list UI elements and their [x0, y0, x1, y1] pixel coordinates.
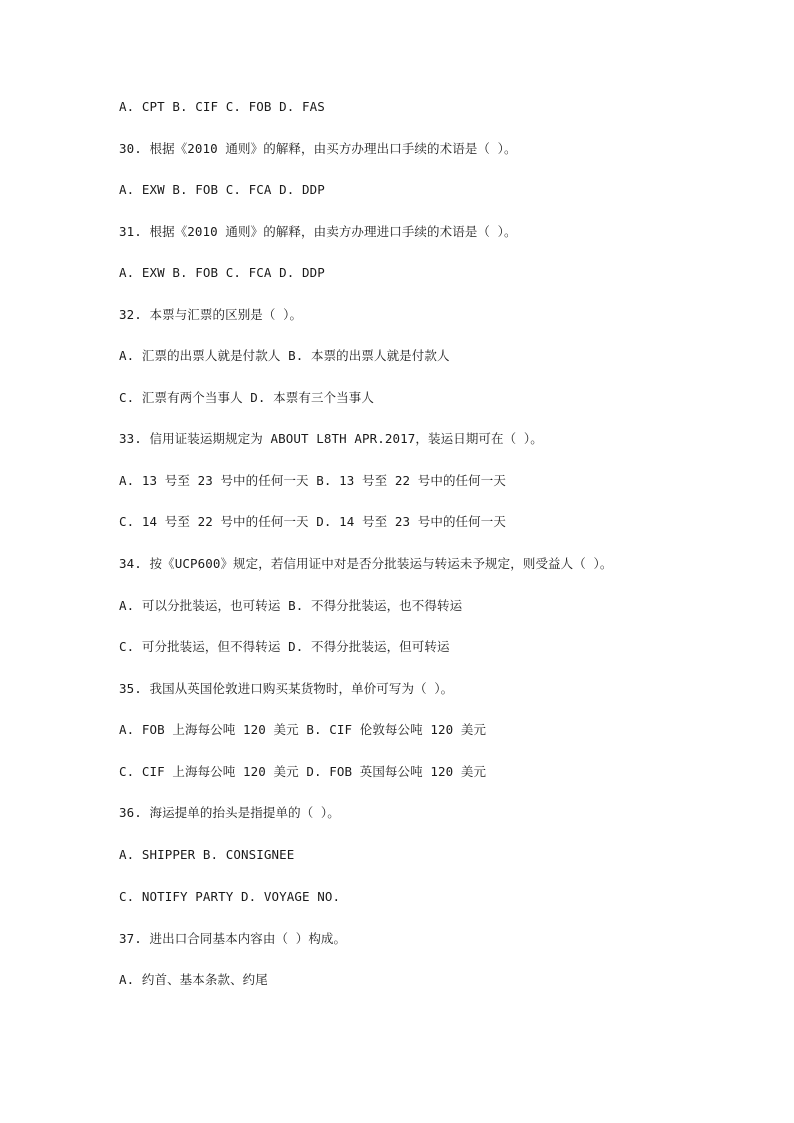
option-line-36a: A. SHIPPER B. CONSIGNEE	[119, 847, 295, 862]
option-line-34b: C. 可分批装运，但不得转运 D. 不得分批装运，但可转运	[119, 639, 450, 654]
question-30: 30. 根据《2010 通则》的解释，由买方办理出口手续的术语是（ ）。	[119, 141, 517, 156]
option-line-35a: A. FOB 上海每公吨 120 美元 B. CIF 伦敦每公吨 120 美元	[119, 722, 487, 737]
option-line-32a: A. 汇票的出票人就是付款人 B. 本票的出票人就是付款人	[119, 348, 450, 363]
question-36: 36. 海运提单的抬头是指提单的（ ）。	[119, 805, 340, 820]
option-line-35b: C. CIF 上海每公吨 120 美元 D. FOB 英国每公吨 120 美元	[119, 764, 487, 779]
option-line-29: A. CPT B. CIF C. FOB D. FAS	[119, 99, 325, 114]
option-line-37a: A. 约首、基本条款、约尾	[119, 972, 268, 987]
question-37: 37. 进出口合同基本内容由（ ）构成。	[119, 931, 347, 946]
option-line-30: A. EXW B. FOB C. FCA D. DDP	[119, 182, 325, 197]
question-34: 34. 按《UCP600》规定，若信用证中对是否分批装运与转运未予规定，则受益人（ ）。	[119, 556, 613, 571]
option-line-34a: A. 可以分批装运，也可转运 B. 不得分批装运，也不得转运	[119, 598, 463, 613]
option-line-31: A. EXW B. FOB C. FCA D. DDP	[119, 265, 325, 280]
question-35: 35. 我国从英国伦敦进口购买某货物时，单价可写为（ ）。	[119, 681, 454, 696]
question-32: 32. 本票与汇票的区别是（ ）。	[119, 307, 303, 322]
option-line-32b: C. 汇票有两个当事人 D. 本票有三个当事人	[119, 390, 374, 405]
question-31: 31. 根据《2010 通则》的解释，由卖方办理进口手续的术语是（ ）。	[119, 224, 517, 239]
option-line-33b: C. 14 号至 22 号中的任何一天 D. 14 号至 23 号中的任何一天	[119, 514, 506, 529]
question-33: 33. 信用证装运期规定为 ABOUT L8TH APR.2017，装运日期可在（ ）。	[119, 431, 543, 446]
option-line-36b: C. NOTIFY PARTY D. VOYAGE NO.	[119, 889, 341, 904]
option-line-33a: A. 13 号至 23 号中的任何一天 B. 13 号至 22 号中的任何一天	[119, 473, 506, 488]
